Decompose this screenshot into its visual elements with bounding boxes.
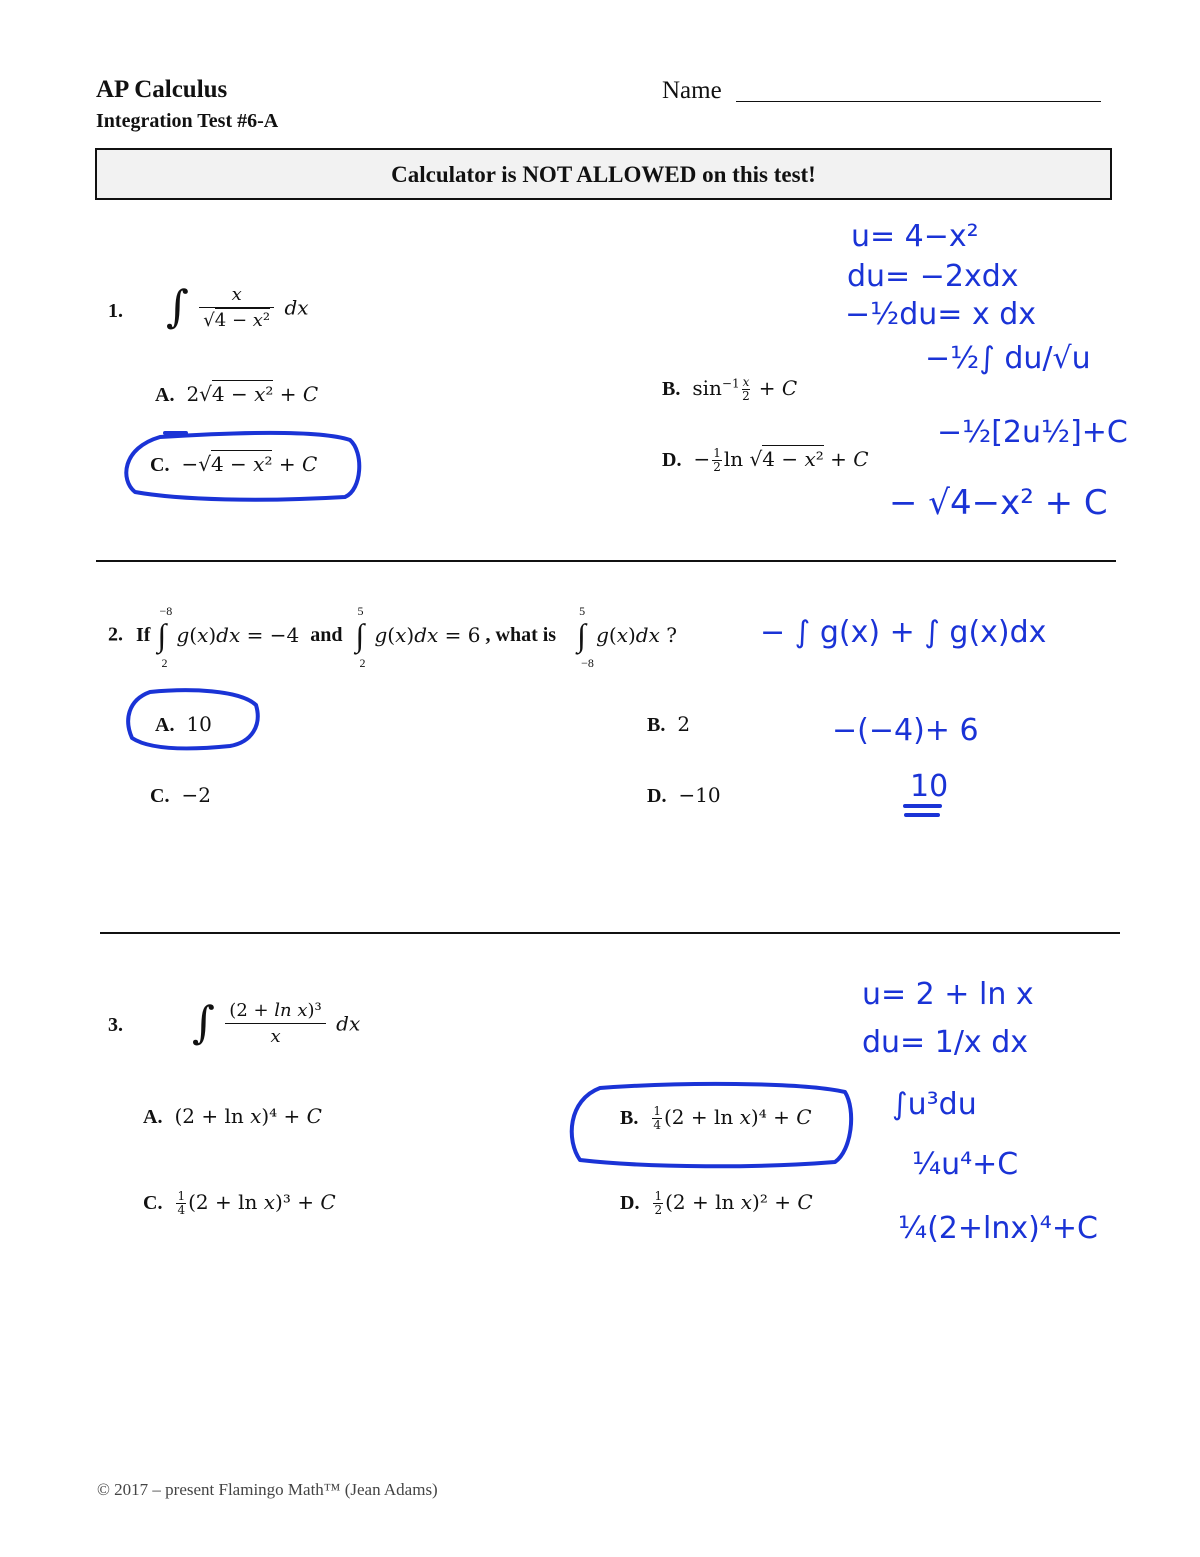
q1-answer-circle	[126, 433, 359, 500]
q1-choice-d[interactable]: D. − $\frac{1}{2}$ ln √4 − x² + C	[662, 446, 869, 474]
work-line: − √4−x² + C	[889, 483, 1108, 523]
test-subtitle: Integration Test #6-A	[96, 110, 279, 132]
q2-number: 2.	[108, 623, 123, 646]
work-line: 10	[910, 769, 949, 804]
work-line: ∫u³du	[892, 1087, 977, 1122]
calculator-banner: Calculator is NOT ALLOWED on this test!	[95, 148, 1112, 200]
q1-choice-b[interactable]: B. $\sin^{-1}$ $\frac{x}{2}$ + C	[662, 375, 798, 403]
work-line: u= 4−x²	[851, 219, 979, 254]
q1-choice-c[interactable]: C. −√4 − x² + C	[150, 452, 318, 476]
q2-what-is: , what is	[485, 623, 557, 646]
footer-copyright: © 2017 – present Flamingo Math™ (Jean Adams)	[97, 1480, 438, 1499]
q3-answer-circle	[572, 1084, 851, 1166]
name-label: Name	[662, 77, 722, 104]
work-line: −½du= x dx	[845, 297, 1037, 332]
work-line: du= −2xdx	[847, 259, 1019, 294]
choice-text: −2	[181, 783, 211, 807]
choice-label: A.	[143, 1106, 163, 1128]
q2-and: and	[310, 623, 343, 646]
q1-number: 1.	[108, 300, 123, 322]
choice-label: A.	[155, 384, 175, 406]
course-title: AP Calculus	[96, 76, 228, 103]
choice-label: D.	[647, 785, 667, 807]
q3-choice-d[interactable]: D. $\frac{1}{2}$ (2 + ln x)² + C	[620, 1189, 813, 1217]
work-line: −½[2u½]+C	[937, 415, 1128, 450]
work-line: −½∫ du/√u	[925, 341, 1091, 376]
choice-label: C.	[150, 785, 170, 807]
q1-choice-a[interactable]: A. 2√4 − x² + C	[155, 382, 319, 406]
q3-choice-a[interactable]: A. (2 + ln x)⁴ + C	[143, 1104, 322, 1128]
q2-answer-circle	[128, 690, 258, 748]
choice-label: B.	[620, 1107, 639, 1129]
work-line: −(−4)+ 6	[832, 713, 979, 748]
q3-integral: ∫ $\frac{\text{(2 + ln x)³}}{x}$ dx	[192, 997, 361, 1049]
q3-choice-c[interactable]: C. $\frac{1}{4}$ (2 + ln x)³ + C	[143, 1189, 336, 1217]
q3-choice-b[interactable]: B. $\frac{1}{4}$ (2 + ln x)⁴ + C	[620, 1104, 812, 1132]
choice-text: 2	[677, 712, 691, 736]
work-line: − ∫ g(x) + ∫ g(x)dx	[760, 615, 1047, 650]
choice-label: C.	[150, 454, 170, 476]
work-line: u= 2 + ln x	[862, 977, 1034, 1012]
choice-label: D.	[620, 1192, 640, 1214]
work-line: ¼(2+lnx)⁴+C	[898, 1211, 1098, 1246]
q2-value1: = −4	[246, 623, 300, 647]
choice-label: C.	[143, 1192, 163, 1214]
choice-label: D.	[662, 449, 682, 471]
choice-text: −10	[678, 783, 721, 807]
work-line: du= 1/x dx	[862, 1025, 1029, 1060]
choice-label: B.	[662, 378, 681, 400]
q2-question: 2. If −8 ∫ 2 g(x)dx = −4 and 5 ∫ 2 g(x)dx = 6 , what is 5 ∫ −8 g(x)dx ?	[108, 604, 677, 670]
q3-number: 3.	[108, 1014, 123, 1036]
work-line: ¼u⁴+C	[912, 1147, 1019, 1182]
q2-qmark: ?	[666, 623, 677, 647]
choice-label: A.	[155, 714, 175, 736]
q2-if: If	[136, 623, 151, 646]
choice-text: 10	[186, 712, 212, 736]
q1-integral: ∫ $\frac{x}{\text{√4 − x²}}$ dx	[166, 281, 309, 333]
choice-label: B.	[647, 714, 666, 736]
q2-value2: = 6	[444, 623, 481, 647]
